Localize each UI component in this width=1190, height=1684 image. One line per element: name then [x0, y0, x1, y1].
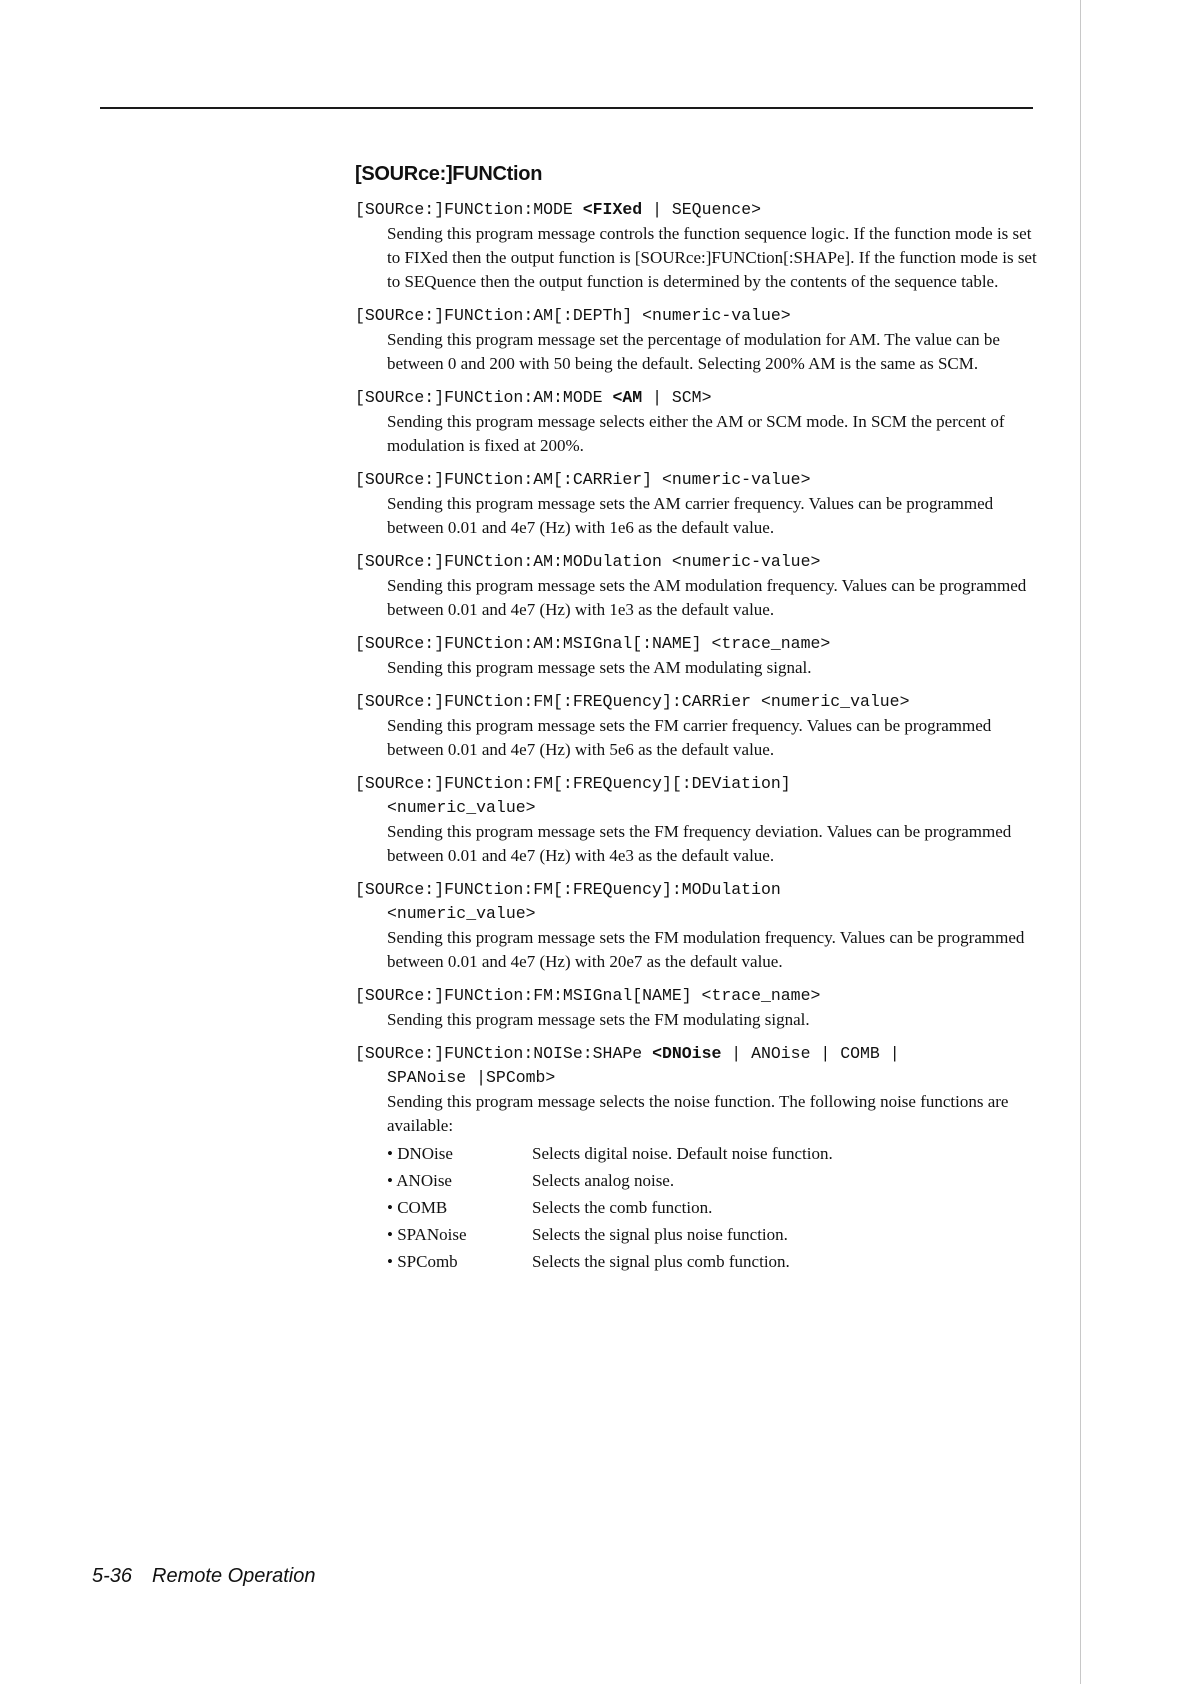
command-entry	[355, 550, 1045, 622]
command-syntax: [SOURce:]FUNCtion:MODE <FIXed | SEQuence>	[355, 200, 761, 219]
footer-title: Remote Operation	[152, 1565, 316, 1587]
command-syntax-continuation: <numeric_value>	[387, 904, 536, 923]
command-syntax-continuation: SPANoise |SPComb>	[387, 1068, 556, 1087]
command-description: Sending this program message selects the noise function. The following noise functions are available:	[387, 1092, 1009, 1135]
command-syntax-continuation: <numeric_value>	[387, 798, 536, 817]
command-syntax: [SOURce:]FUNCtion:AM:MODulation <numeric-value>	[355, 552, 821, 571]
noise-function-desc: Selects the signal plus comb function.	[532, 1252, 790, 1271]
command-entry	[355, 386, 1045, 458]
header-rule	[100, 107, 1033, 109]
list-item	[387, 1194, 1045, 1221]
list-item	[387, 1140, 1045, 1167]
command-entry	[355, 772, 1045, 868]
noise-function-name: • ANOise	[387, 1171, 452, 1190]
noise-function-list	[387, 1140, 1045, 1275]
noise-function-name: • SPComb	[387, 1252, 458, 1271]
command-description: Sending this program message sets the FM modulating signal.	[387, 1010, 810, 1029]
list-item	[387, 1167, 1045, 1194]
page-footer	[92, 1565, 315, 1588]
command-syntax: [SOURce:]FUNCtion:AM[:DEPTh] <numeric-value>	[355, 306, 791, 325]
command-entry	[355, 690, 1045, 762]
noise-function-desc: Selects digital noise. Default noise function.	[532, 1144, 833, 1163]
noise-function-desc: Selects the comb function.	[532, 1198, 713, 1217]
command-description: Sending this program message controls the function sequence logic. If the function mode is set to FIXed then the output function is [SOURce:]FUNCtion[:SHAPe]. If the function mode is set to SEQuence then the output function is determined by the contents of the sequence table.	[387, 224, 1037, 291]
command-syntax: [SOURce:]FUNCtion:AM:MSIGnal[:NAME] <trace_name>	[355, 634, 831, 653]
command-description: Sending this program message selects either the AM or SCM mode. In SCM the percent of modulation is fixed at 200%.	[387, 412, 1005, 455]
command-entry	[355, 878, 1045, 974]
command-syntax: [SOURce:]FUNCtion:FM:MSIGnal[NAME] <trace_name>	[355, 986, 821, 1005]
command-syntax: [SOURce:]FUNCtion:NOISe:SHAPe <DNOise | ANOise | COMB | SPANoise |SPComb>	[355, 1042, 1045, 1090]
command-description: Sending this program message set the percentage of modulation for AM. The value can be between 0 and 200 with 50 being the default. Selecting 200% AM is the same as SCM.	[387, 330, 1000, 373]
command-syntax: [SOURce:]FUNCtion:FM[:FREQuency]:MODulation <numeric_value>	[355, 878, 1045, 926]
command-entry	[355, 984, 1045, 1032]
command-description: Sending this program message sets the AM modulation frequency. Values can be programmed between 0.01 and 4e7 (Hz) with 1e3 as the default value.	[387, 576, 1027, 619]
command-description: Sending this program message sets the FM carrier frequency. Values can be programmed between 0.01 and 4e7 (Hz) with 5e6 as the default value.	[387, 716, 992, 759]
command-entry	[355, 632, 1045, 680]
list-item	[387, 1221, 1045, 1248]
command-syntax: [SOURce:]FUNCtion:AM:MODE <AM | SCM>	[355, 388, 712, 407]
list-item	[387, 1248, 1045, 1275]
noise-function-name: • COMB	[387, 1198, 448, 1217]
section-content	[355, 163, 1045, 1285]
command-entry	[355, 468, 1045, 540]
command-description: Sending this program message sets the FM frequency deviation. Values can be programmed between 0.01 and 4e7 (Hz) with 4e3 as the default value.	[387, 822, 1012, 865]
command-entry	[355, 198, 1045, 294]
command-description: Sending this program message sets the AM carrier frequency. Values can be programmed between 0.01 and 4e7 (Hz) with 1e6 as the default value.	[387, 494, 994, 537]
noise-function-desc: Selects analog noise.	[532, 1171, 675, 1190]
page-number: 5-36	[92, 1565, 133, 1587]
noise-function-name: • SPANoise	[387, 1225, 467, 1244]
command-entry	[355, 1042, 1045, 1275]
section-title: [SOURce:]FUNCtion	[355, 163, 543, 185]
page-edge-line	[1080, 0, 1081, 1684]
command-syntax: [SOURce:]FUNCtion:FM[:FREQuency]:CARRier <numeric_value>	[355, 692, 910, 711]
noise-function-desc: Selects the signal plus noise function.	[532, 1225, 788, 1244]
command-syntax: [SOURce:]FUNCtion:AM[:CARRier] <numeric-value>	[355, 470, 811, 489]
command-syntax: [SOURce:]FUNCtion:FM[:FREQuency][:DEViation] <numeric_value>	[355, 772, 1045, 820]
noise-function-name: • DNOise	[387, 1144, 453, 1163]
command-description: Sending this program message sets the FM modulation frequency. Values can be programmed between 0.01 and 4e7 (Hz) with 20e7 as the default value.	[387, 928, 1025, 971]
command-description: Sending this program message sets the AM modulating signal.	[387, 658, 812, 677]
command-entry	[355, 304, 1045, 376]
